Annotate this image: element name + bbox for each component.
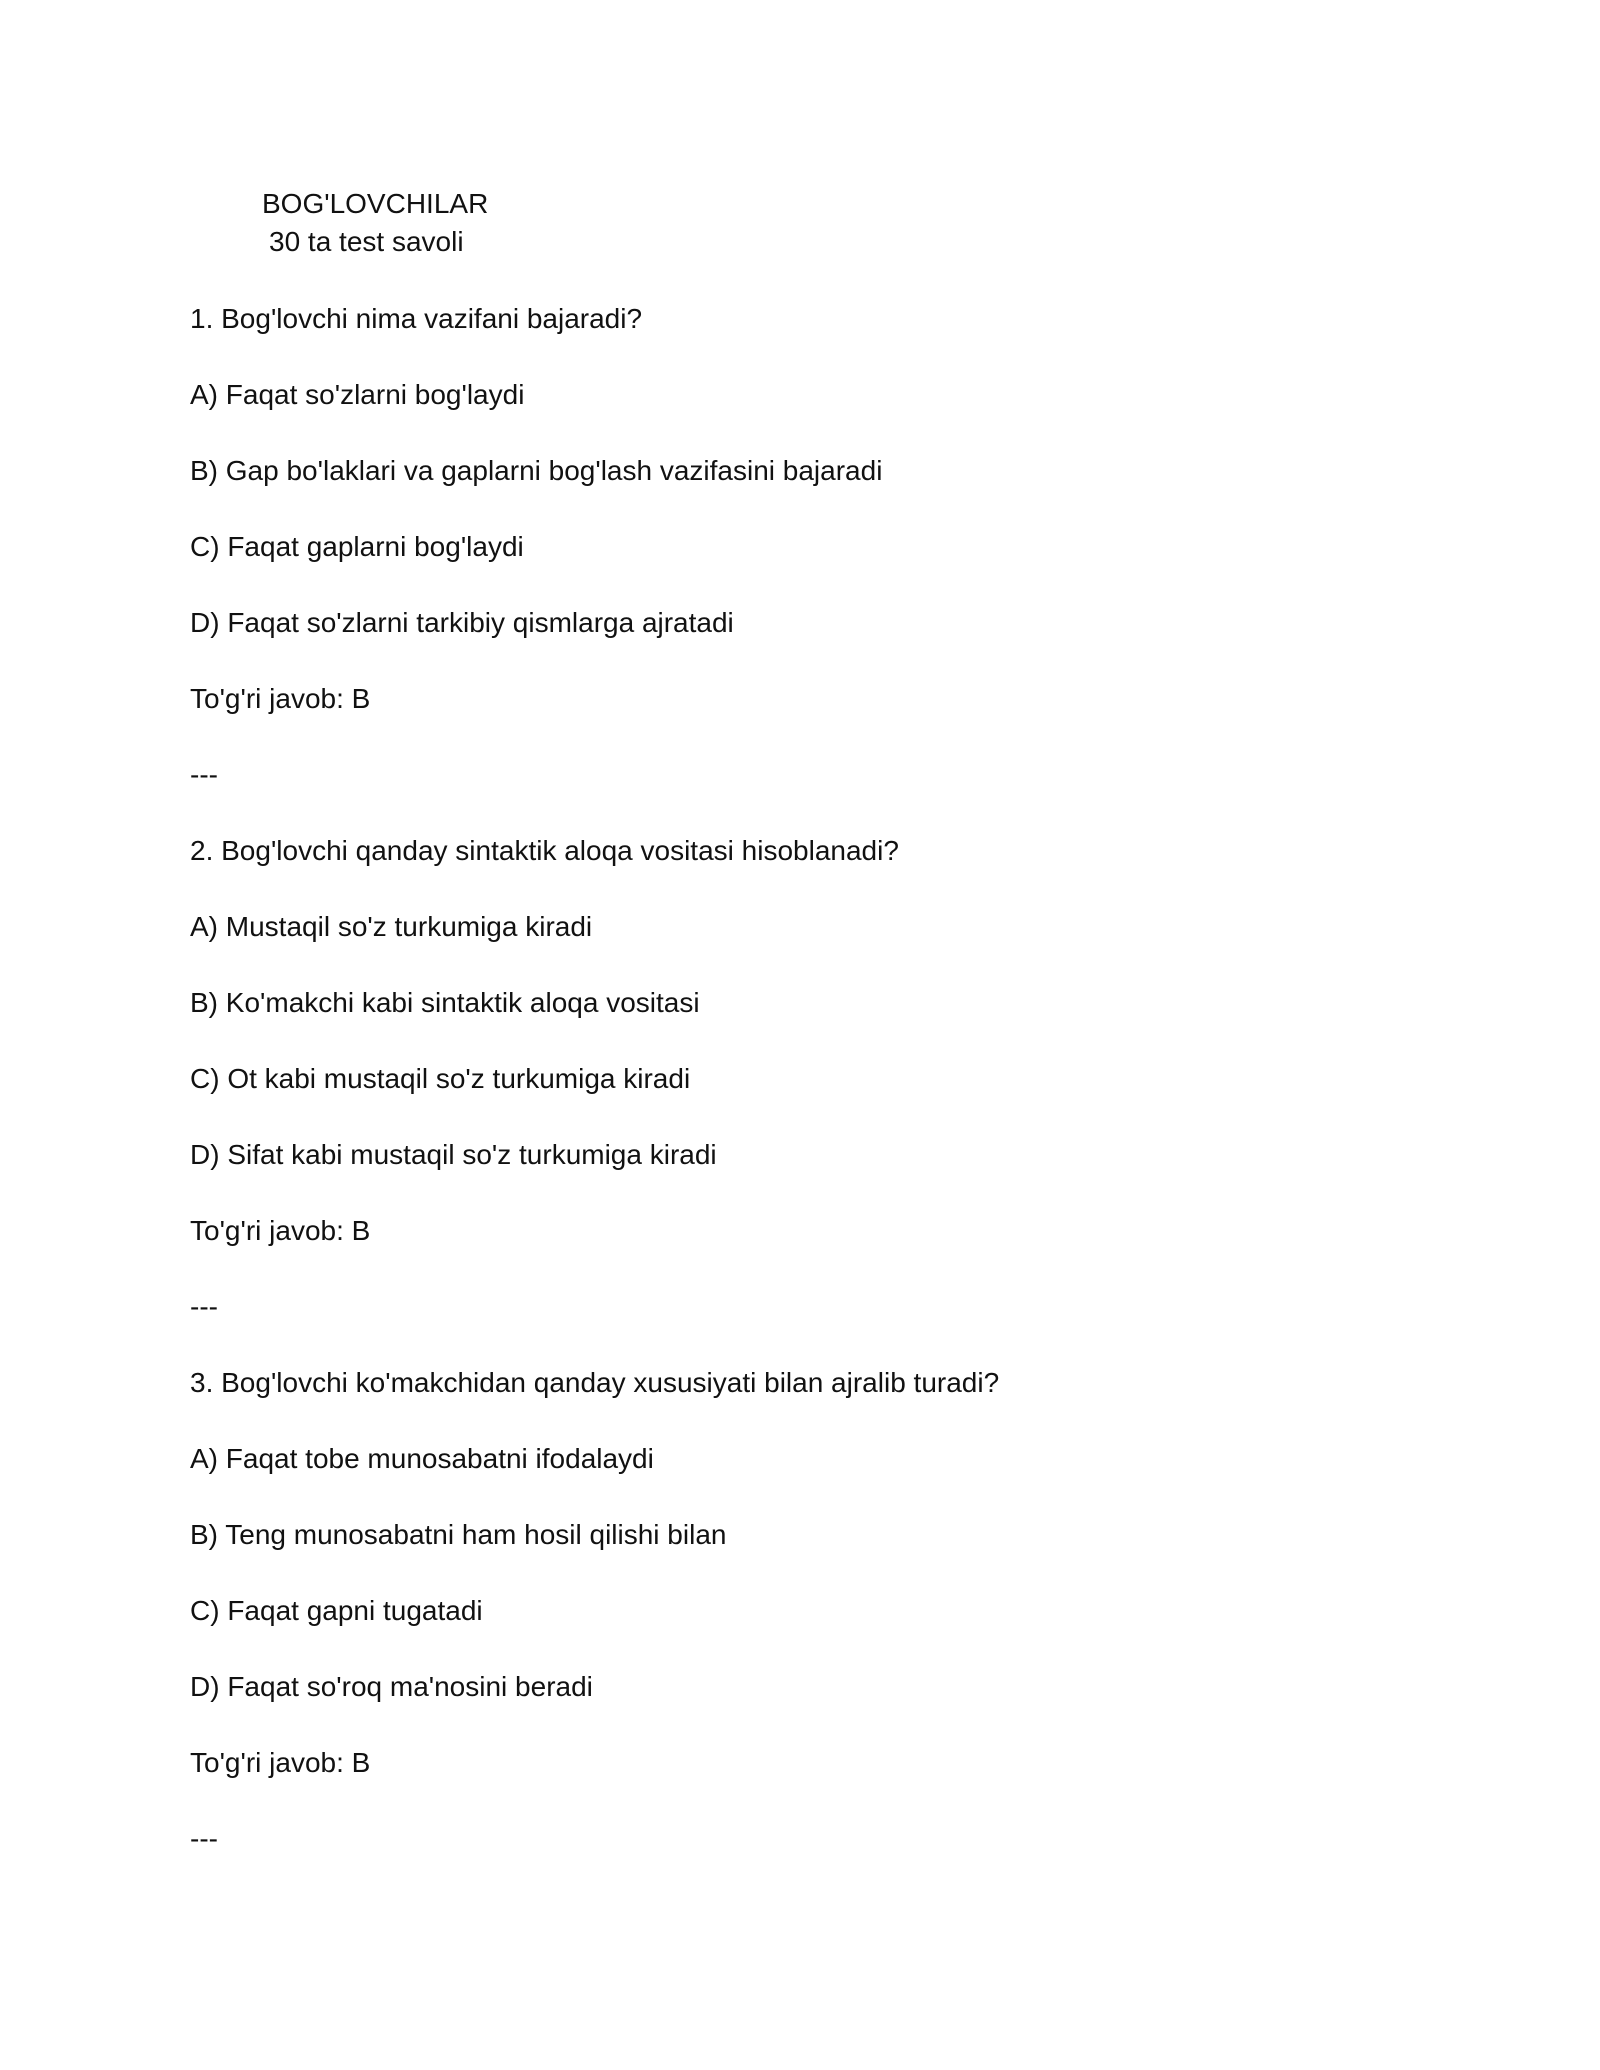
option-d: D) Faqat so'zlarni tarkibiy qismlarga ajratadi xyxy=(190,607,734,638)
question-text: 1. Bog'lovchi nima vazifani bajaradi? xyxy=(190,303,643,334)
option-a: A) Faqat so'zlarni bog'laydi xyxy=(190,379,525,410)
option-c: C) Faqat gapni tugatadi xyxy=(190,1595,483,1626)
document-subtitle: 30 ta test savoli xyxy=(269,226,464,257)
option-d: D) Sifat kabi mustaqil so'z turkumiga kiradi xyxy=(190,1139,717,1170)
option-c: C) Ot kabi mustaqil so'z turkumiga kiradi xyxy=(190,1063,691,1094)
separator: --- xyxy=(190,1291,218,1322)
correct-answer: To'g'ri javob: B xyxy=(190,1215,371,1246)
question-list xyxy=(190,300,1490,1896)
question-text: 2. Bog'lovchi qanday sintaktik aloqa vositasi hisoblanadi? xyxy=(190,835,899,866)
option-b: B) Teng munosabatni ham hosil qilishi bilan xyxy=(190,1519,727,1550)
separator: --- xyxy=(190,1823,218,1854)
question-text: 3. Bog'lovchi ko'makchidan qanday xususiyati bilan ajralib turadi? xyxy=(190,1367,1000,1398)
correct-answer: To'g'ri javob: B xyxy=(190,683,371,714)
option-b: B) Gap bo'laklari va gaplarni bog'lash vazifasini bajaradi xyxy=(190,455,883,486)
separator: --- xyxy=(190,759,218,790)
option-b: B) Ko'makchi kabi sintaktik aloqa vositasi xyxy=(190,987,700,1018)
option-c: C) Faqat gaplarni bog'laydi xyxy=(190,531,524,562)
option-a: A) Mustaqil so'z turkumiga kiradi xyxy=(190,911,593,942)
correct-answer: To'g'ri javob: B xyxy=(190,1747,371,1778)
option-a: A) Faqat tobe munosabatni ifodalaydi xyxy=(190,1443,654,1474)
document-title: BOG'LOVCHILAR xyxy=(262,188,489,219)
option-d: D) Faqat so'roq ma'nosini beradi xyxy=(190,1671,593,1702)
